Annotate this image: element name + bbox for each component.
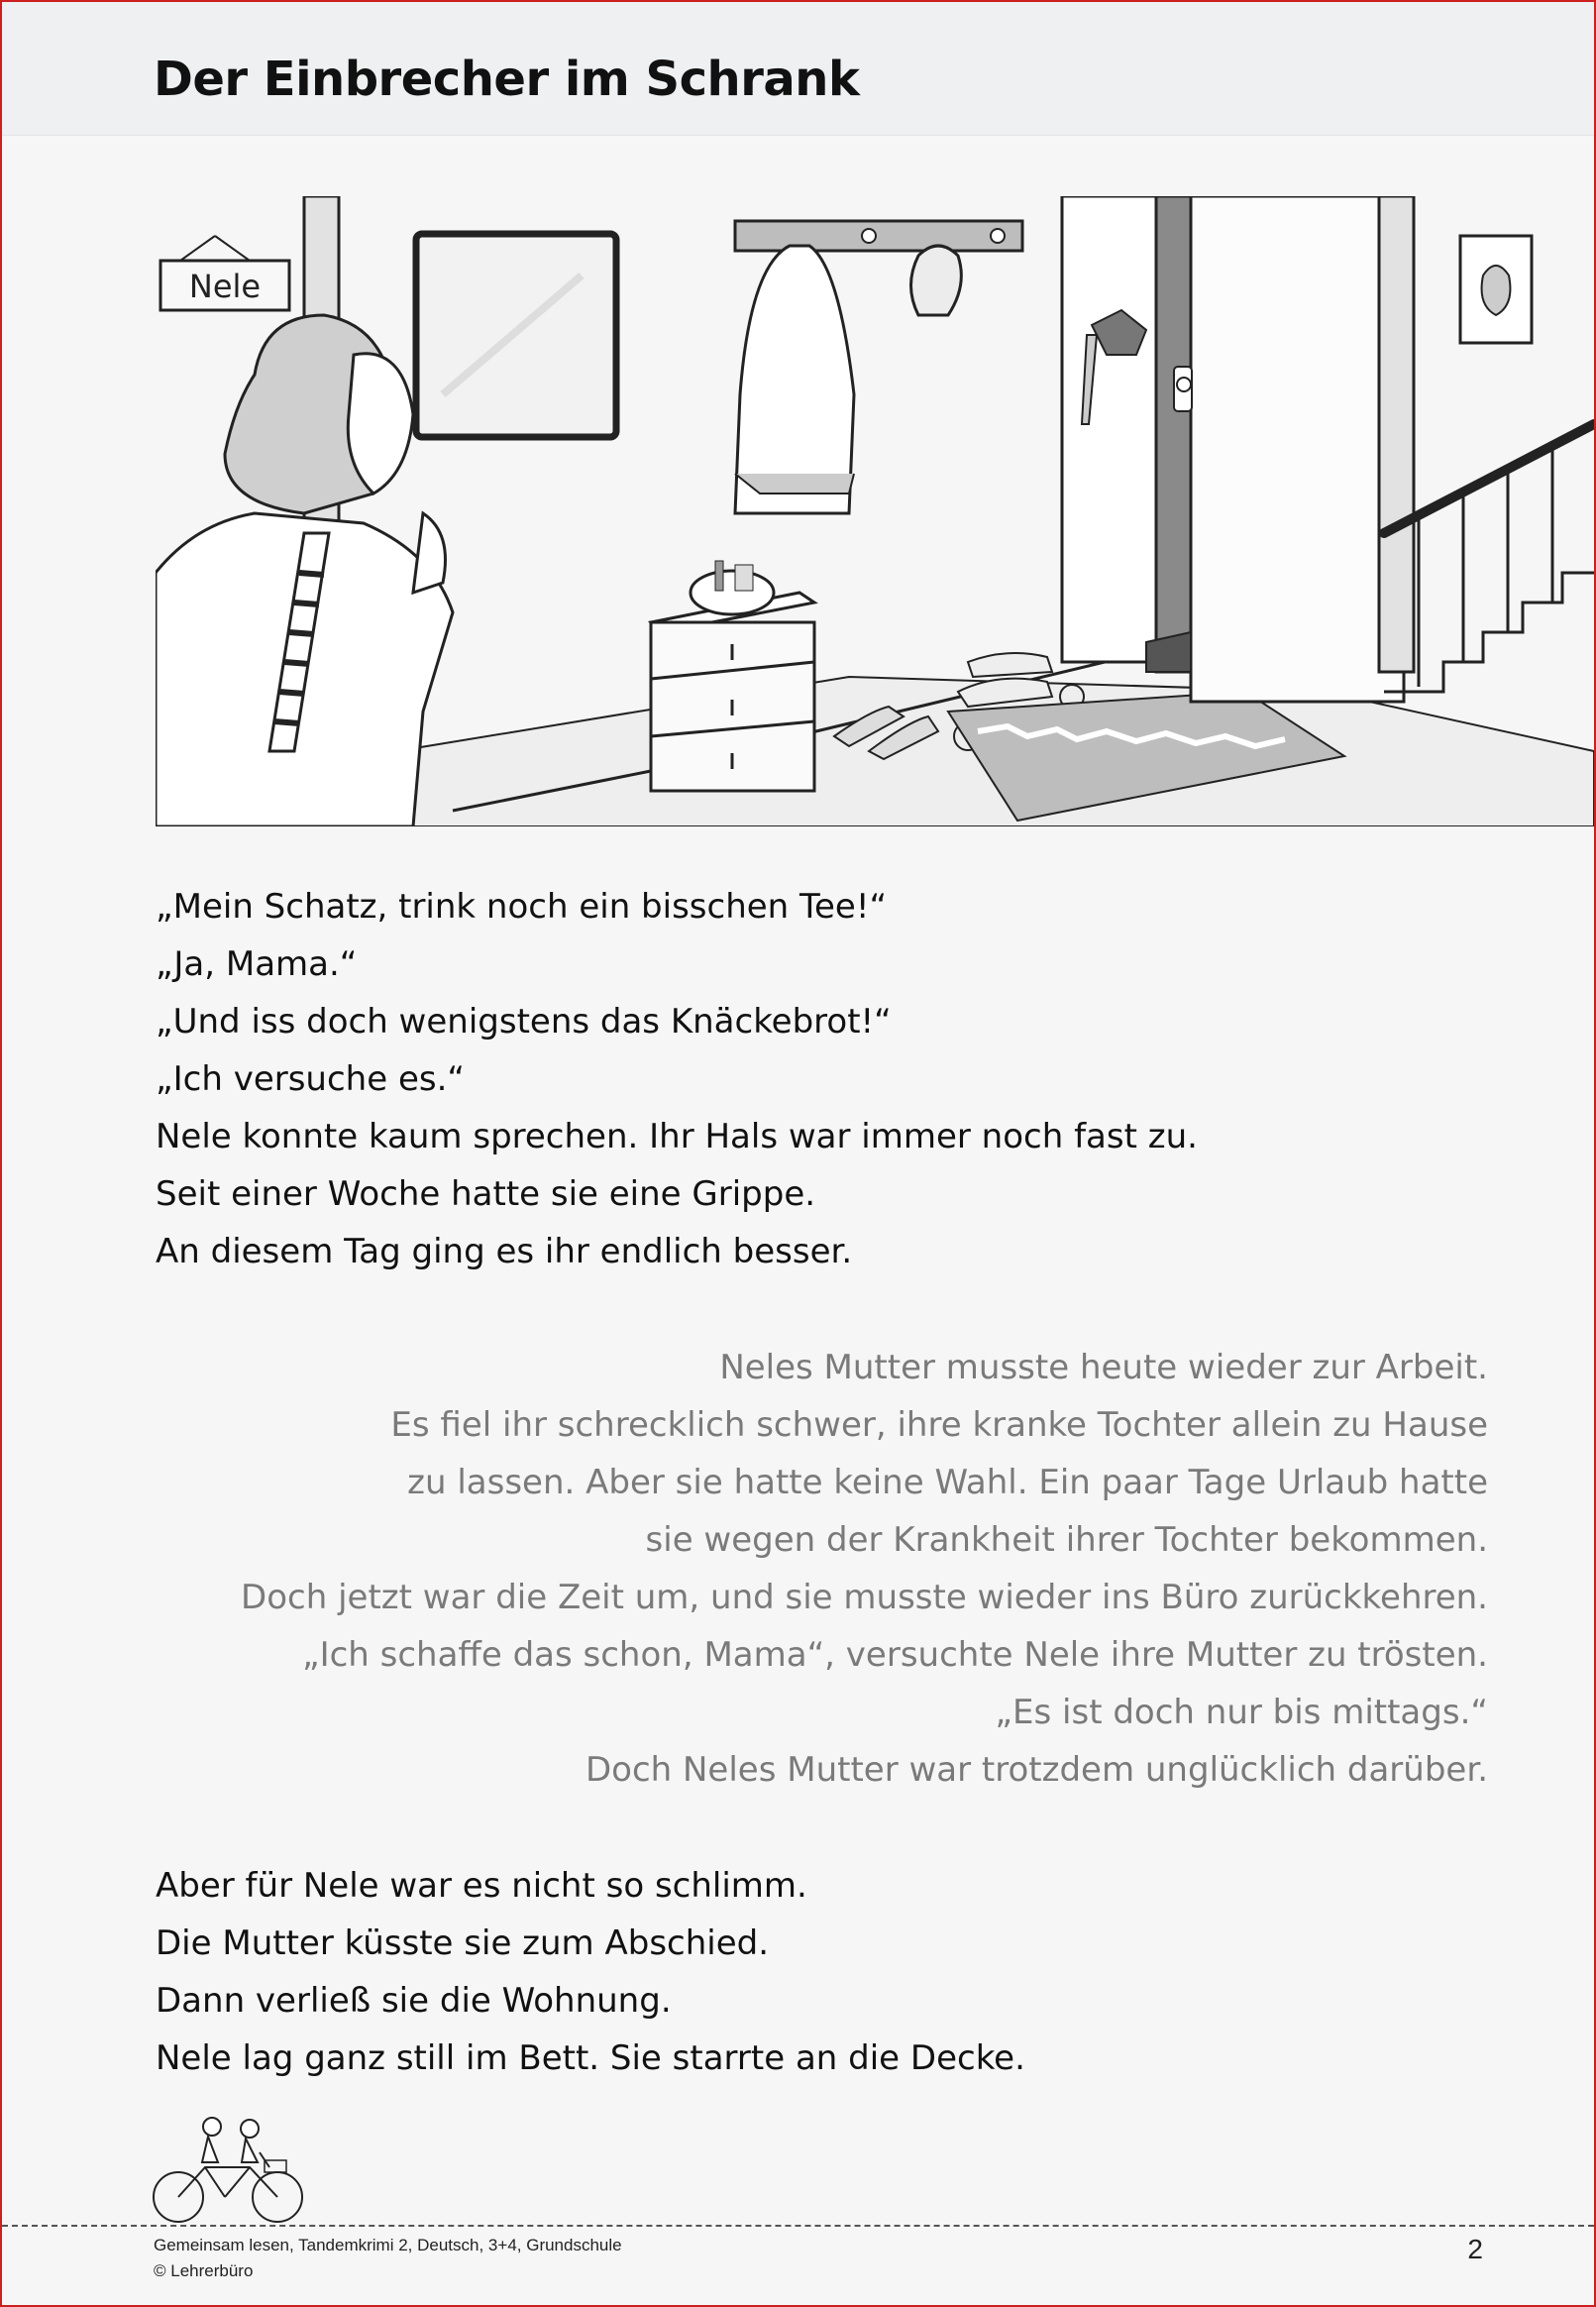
story-line: „Ja, Mama.“ xyxy=(156,944,358,984)
story-line: Aber für Nele war es nicht so schlimm. xyxy=(156,1866,807,1906)
closet-door xyxy=(1062,196,1404,702)
page-title: Der Einbrecher im Schrank xyxy=(154,52,860,107)
story-line: Nele lag ganz still im Bett. Sie starrte an die Decke. xyxy=(156,2038,1025,2078)
story-line: Doch Neles Mutter war trotzdem unglücklich darüber. xyxy=(585,1750,1488,1790)
story-paragraph-2 xyxy=(241,1339,1488,1799)
story-line: Neles Mutter musste heute wieder zur Arbeit. xyxy=(719,1348,1488,1387)
wall-picture xyxy=(1460,236,1532,343)
mirror xyxy=(416,234,616,437)
tandem-bike-icon xyxy=(151,2113,314,2227)
story-line: Dann verließ sie die Wohnung. xyxy=(156,1981,672,2021)
story-illustration xyxy=(156,196,1594,826)
story-line: „Mein Schatz, trink noch ein bisschen Tee!“ xyxy=(156,887,888,927)
footer-source: Gemeinsam lesen, Tandemkrimi 2, Deutsch, 3+4, Grundschule xyxy=(154,2236,622,2254)
story-line: „Ich versuche es.“ xyxy=(156,1059,465,1099)
story-line: Es fiel ihr schrecklich schwer, ihre kranke Tochter allein zu Hause xyxy=(390,1405,1488,1445)
page-number: 2 xyxy=(1467,2234,1483,2264)
header-bar xyxy=(2,2,1594,136)
story-line: Nele konnte kaum sprechen. Ihr Hals war immer noch fast zu. xyxy=(156,1117,1198,1156)
story-line: Die Mutter küsste sie zum Abschied. xyxy=(156,1923,770,1963)
story-line: Seit einer Woche hatte sie eine Grippe. xyxy=(156,1174,816,1214)
story-paragraph-3 xyxy=(156,1857,1025,2087)
story-line: Doch jetzt war die Zeit um, und sie musste wieder ins Büro zurückkehren. xyxy=(241,1578,1488,1617)
footer-copyright: © Lehrerbüro xyxy=(154,2261,254,2280)
story-line: „Es ist doch nur bis mittags.“ xyxy=(995,1693,1488,1732)
story-paragraph-1 xyxy=(156,878,1198,1280)
door-sign-text: Nele xyxy=(188,268,262,305)
story-line: An diesem Tag ging es ihr endlich besser. xyxy=(156,1232,853,1271)
story-line: zu lassen. Aber sie hatte keine Wahl. Ein paar Tage Urlaub hatte xyxy=(407,1463,1488,1502)
footer-divider xyxy=(2,2225,1594,2227)
story-line: „Ich schaffe das schon, Mama“, versuchte Nele ihre Mutter zu trösten. xyxy=(301,1635,1488,1675)
story-line: sie wegen der Krankheit ihrer Tochter bekommen. xyxy=(645,1520,1488,1560)
story-line: „Und iss doch wenigstens das Knäckebrot!“ xyxy=(156,1002,892,1042)
